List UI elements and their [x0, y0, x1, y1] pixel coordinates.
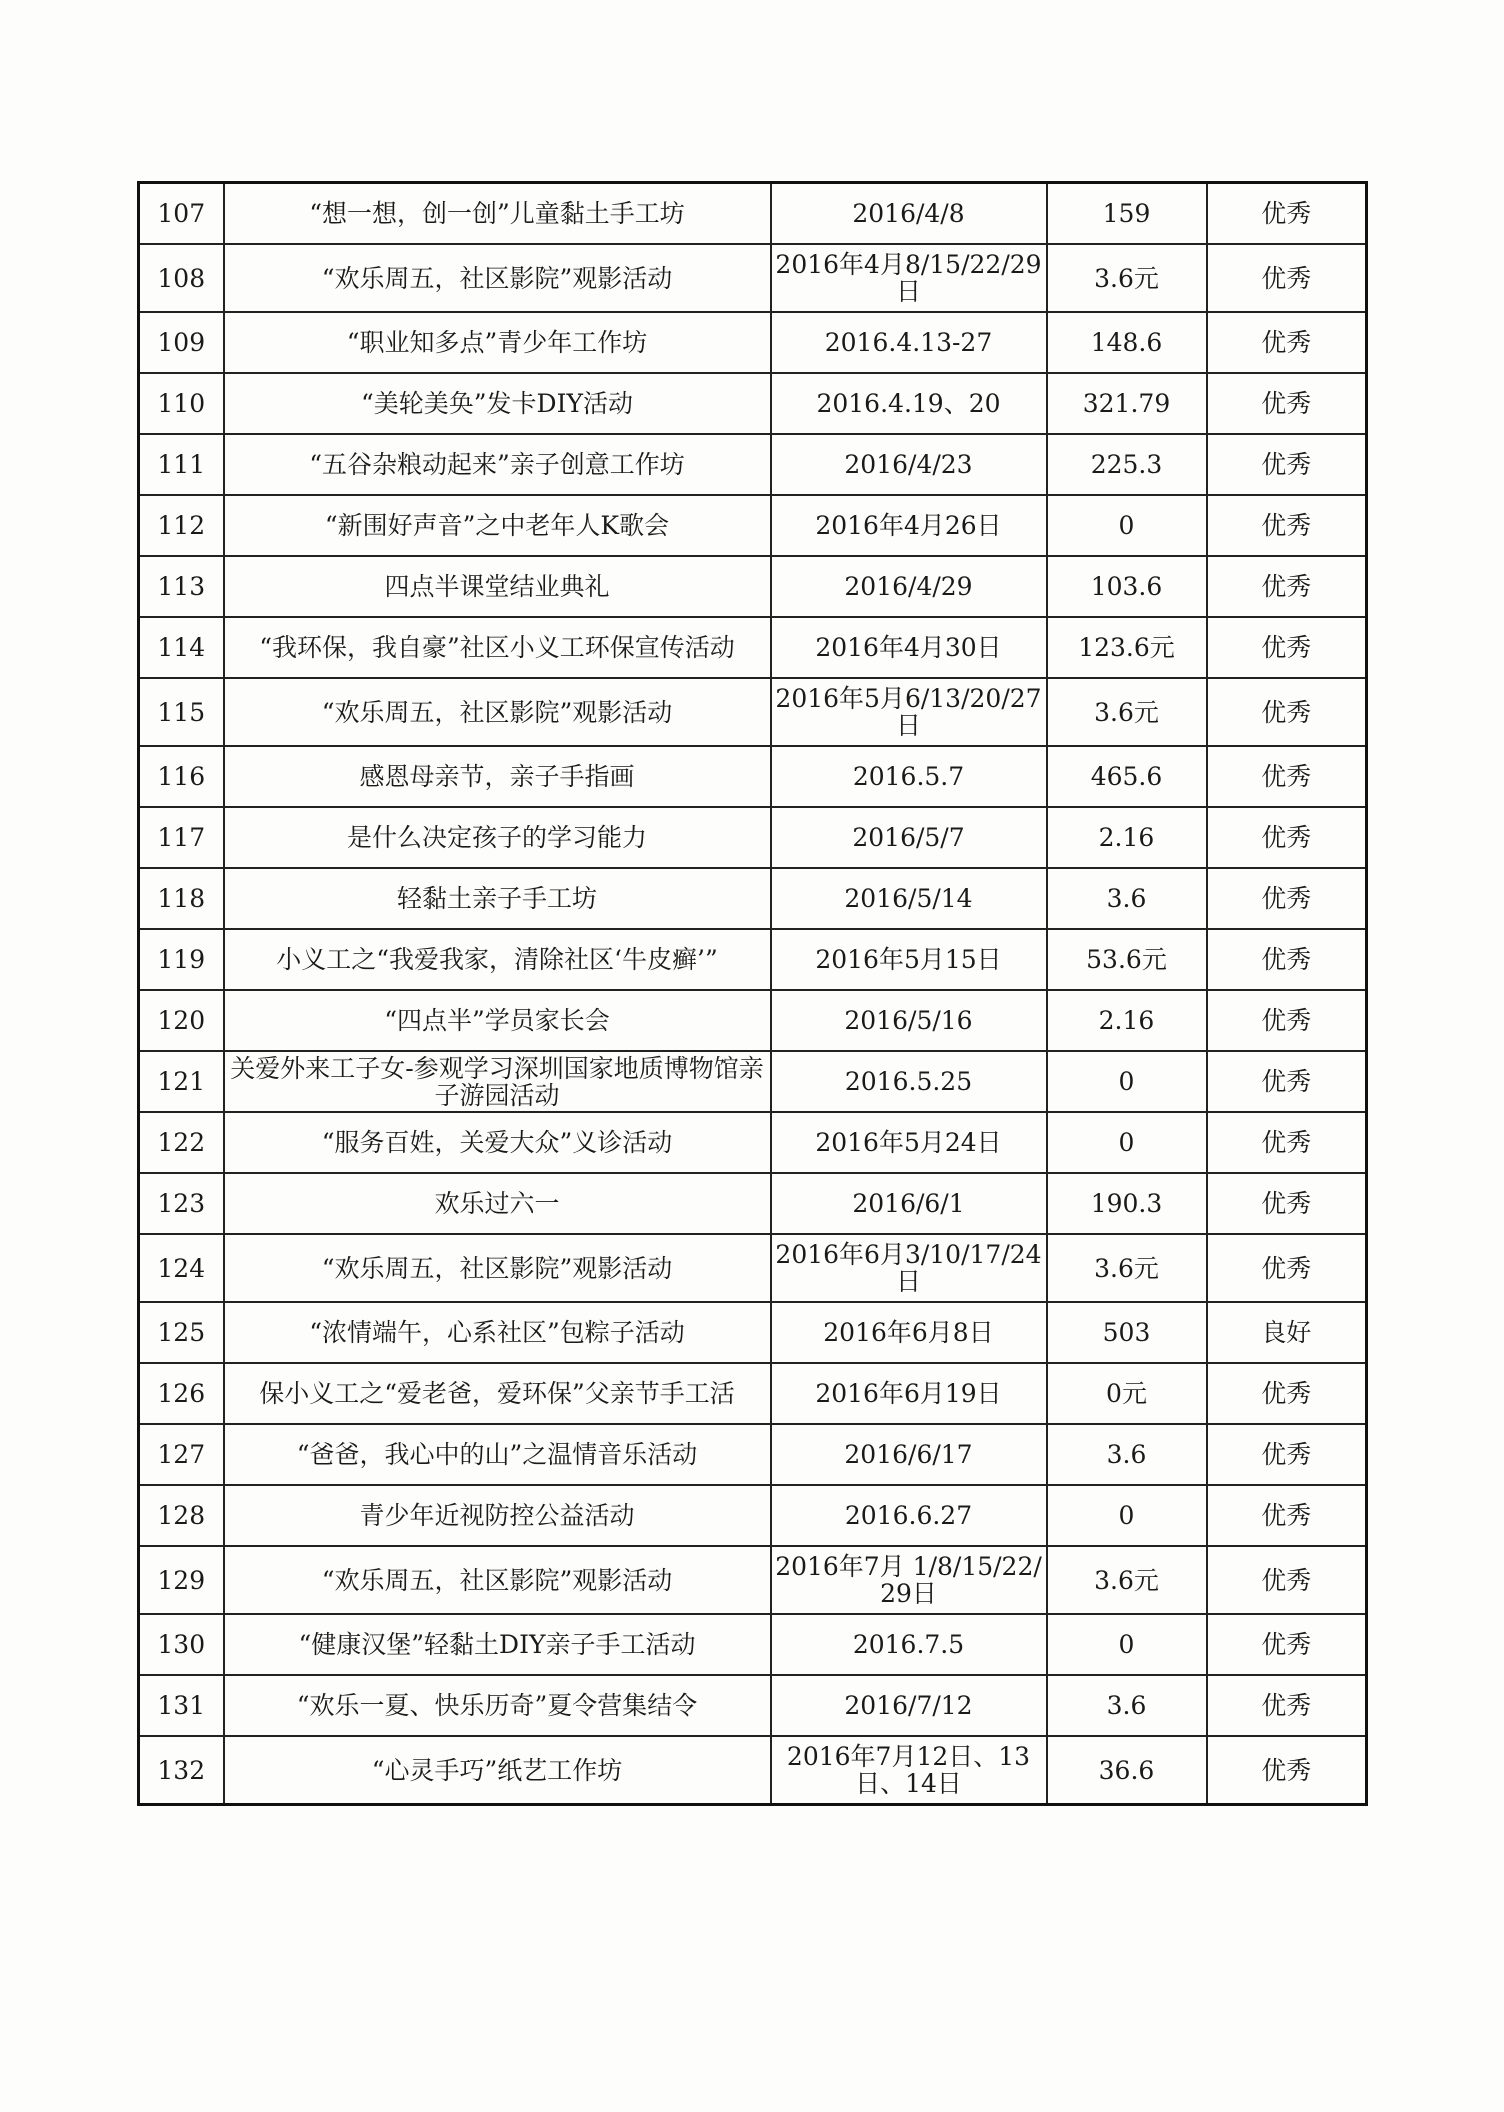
activity-rating-cell: 优秀: [1207, 678, 1367, 746]
table-row: [139, 617, 1367, 678]
row-number-cell: 116: [139, 746, 224, 807]
row-number-cell: 109: [139, 312, 224, 373]
row-number-cell: 108: [139, 244, 224, 312]
table-row: [139, 1424, 1367, 1485]
activity-date-cell: 2016/5/16: [771, 990, 1047, 1051]
table-row: [139, 556, 1367, 617]
activity-name-cell: 小义工之“我爱我家，清除社区‘牛皮癣’”: [224, 929, 771, 990]
row-number-cell: 129: [139, 1546, 224, 1614]
activity-date-cell: 2016年5月6/13/20/27日: [771, 678, 1047, 746]
activity-cost-cell: 3.6: [1047, 1675, 1207, 1736]
table-row: [139, 1614, 1367, 1675]
activity-date-cell: 2016年6月19日: [771, 1363, 1047, 1424]
table-row: [139, 495, 1367, 556]
activity-rating-cell: 良好: [1207, 1302, 1367, 1363]
activity-name-cell: 轻黏土亲子手工坊: [224, 868, 771, 929]
activity-date-cell: 2016/4/23: [771, 434, 1047, 495]
activity-table: [137, 181, 1368, 1806]
row-number-cell: 123: [139, 1173, 224, 1234]
activity-cost-cell: 503: [1047, 1302, 1207, 1363]
table-row: [139, 373, 1367, 434]
activity-cost-cell: 3.6元: [1047, 1234, 1207, 1302]
row-number-cell: 131: [139, 1675, 224, 1736]
activity-cost-cell: 190.3: [1047, 1173, 1207, 1234]
table-row: [139, 434, 1367, 495]
activity-name-cell: 感恩母亲节，亲子手指画: [224, 746, 771, 807]
table-row: [139, 1234, 1367, 1302]
row-number-cell: 128: [139, 1485, 224, 1546]
table-row: [139, 1051, 1367, 1112]
activity-name-cell: 关爱外来工子女-参观学习深圳国家地质博物馆亲子游园活动: [224, 1051, 771, 1112]
activity-name-cell: 青少年近视防控公益活动: [224, 1485, 771, 1546]
row-number-cell: 107: [139, 183, 224, 245]
table-row: [139, 244, 1367, 312]
activity-rating-cell: 优秀: [1207, 1546, 1367, 1614]
table-row: [139, 990, 1367, 1051]
activity-rating-cell: 优秀: [1207, 312, 1367, 373]
row-number-cell: 119: [139, 929, 224, 990]
activity-name-cell: 是什么决定孩子的学习能力: [224, 807, 771, 868]
activity-date-cell: 2016年4月8/15/22/29日: [771, 244, 1047, 312]
table-row: [139, 868, 1367, 929]
row-number-cell: 120: [139, 990, 224, 1051]
activity-name-cell: “欢乐一夏、快乐历奇”夏令营集结令: [224, 1675, 771, 1736]
row-number-cell: 122: [139, 1112, 224, 1173]
activity-name-cell: “欢乐周五，社区影院”观影活动: [224, 678, 771, 746]
activity-name-cell: “欢乐周五，社区影院”观影活动: [224, 1546, 771, 1614]
activity-cost-cell: 0: [1047, 1485, 1207, 1546]
activity-rating-cell: 优秀: [1207, 1736, 1367, 1805]
row-number-cell: 117: [139, 807, 224, 868]
activity-name-cell: “欢乐周五，社区影院”观影活动: [224, 244, 771, 312]
activity-cost-cell: 3.6元: [1047, 1546, 1207, 1614]
activity-cost-cell: 0元: [1047, 1363, 1207, 1424]
activity-name-cell: “欢乐周五，社区影院”观影活动: [224, 1234, 771, 1302]
activity-cost-cell: 36.6: [1047, 1736, 1207, 1805]
table-row: [139, 312, 1367, 373]
table-row: [139, 1173, 1367, 1234]
table-row: [139, 1675, 1367, 1736]
activity-cost-cell: 53.6元: [1047, 929, 1207, 990]
row-number-cell: 124: [139, 1234, 224, 1302]
activity-name-cell: 四点半课堂结业典礼: [224, 556, 771, 617]
activity-name-cell: “五谷杂粮动起来”亲子创意工作坊: [224, 434, 771, 495]
activity-rating-cell: 优秀: [1207, 1424, 1367, 1485]
row-number-cell: 125: [139, 1302, 224, 1363]
activity-date-cell: 2016年5月15日: [771, 929, 1047, 990]
activity-cost-cell: 2.16: [1047, 990, 1207, 1051]
activity-cost-cell: 3.6元: [1047, 244, 1207, 312]
row-number-cell: 121: [139, 1051, 224, 1112]
table-row: [139, 1112, 1367, 1173]
activity-date-cell: 2016/5/14: [771, 868, 1047, 929]
activity-rating-cell: 优秀: [1207, 373, 1367, 434]
activity-date-cell: 2016.7.5: [771, 1614, 1047, 1675]
activity-date-cell: 2016/6/17: [771, 1424, 1047, 1485]
activity-date-cell: 2016.4.13-27: [771, 312, 1047, 373]
activity-name-cell: “美轮美奂”发卡DIY活动: [224, 373, 771, 434]
activity-rating-cell: 优秀: [1207, 495, 1367, 556]
table-row: [139, 1485, 1367, 1546]
activity-name-cell: “新围好声音”之中老年人K歌会: [224, 495, 771, 556]
row-number-cell: 112: [139, 495, 224, 556]
row-number-cell: 111: [139, 434, 224, 495]
row-number-cell: 113: [139, 556, 224, 617]
activity-rating-cell: 优秀: [1207, 990, 1367, 1051]
activity-cost-cell: 0: [1047, 495, 1207, 556]
activity-date-cell: 2016.4.19、20: [771, 373, 1047, 434]
activity-date-cell: 2016/5/7: [771, 807, 1047, 868]
activity-rating-cell: 优秀: [1207, 1614, 1367, 1675]
activity-name-cell: “四点半”学员家长会: [224, 990, 771, 1051]
activity-rating-cell: 优秀: [1207, 1234, 1367, 1302]
table-row: [139, 678, 1367, 746]
activity-rating-cell: 优秀: [1207, 868, 1367, 929]
activity-date-cell: 2016/7/12: [771, 1675, 1047, 1736]
activity-name-cell: “浓情端午，心系社区”包粽子活动: [224, 1302, 771, 1363]
activity-date-cell: 2016/6/1: [771, 1173, 1047, 1234]
activity-cost-cell: 321.79: [1047, 373, 1207, 434]
activity-date-cell: 2016年4月26日: [771, 495, 1047, 556]
activity-cost-cell: 3.6: [1047, 868, 1207, 929]
row-number-cell: 118: [139, 868, 224, 929]
table-row: [139, 929, 1367, 990]
row-number-cell: 126: [139, 1363, 224, 1424]
activity-cost-cell: 159: [1047, 183, 1207, 245]
row-number-cell: 114: [139, 617, 224, 678]
activity-cost-cell: 0: [1047, 1051, 1207, 1112]
activity-name-cell: “爸爸，我心中的山”之温情音乐活动: [224, 1424, 771, 1485]
activity-rating-cell: 优秀: [1207, 244, 1367, 312]
table-row: [139, 1302, 1367, 1363]
activity-name-cell: “我环保，我自豪”社区小义工环保宣传活动: [224, 617, 771, 678]
activity-rating-cell: 优秀: [1207, 1485, 1367, 1546]
activity-date-cell: 2016.6.27: [771, 1485, 1047, 1546]
row-number-cell: 115: [139, 678, 224, 746]
activity-date-cell: 2016年5月24日: [771, 1112, 1047, 1173]
activity-name-cell: “服务百姓，关爱大众”义诊活动: [224, 1112, 771, 1173]
activity-rating-cell: 优秀: [1207, 1675, 1367, 1736]
activity-date-cell: 2016年6月3/10/17/24日: [771, 1234, 1047, 1302]
activity-date-cell: 2016.5.25: [771, 1051, 1047, 1112]
activity-rating-cell: 优秀: [1207, 807, 1367, 868]
row-number-cell: 132: [139, 1736, 224, 1805]
activity-name-cell: “健康汉堡”轻黏土DIY亲子手工活动: [224, 1614, 771, 1675]
activity-cost-cell: 3.6: [1047, 1424, 1207, 1485]
table-row: [139, 746, 1367, 807]
activity-name-cell: 欢乐过六一: [224, 1173, 771, 1234]
activity-rating-cell: 优秀: [1207, 434, 1367, 495]
activity-cost-cell: 3.6元: [1047, 678, 1207, 746]
table-row: [139, 1546, 1367, 1614]
activity-cost-cell: 103.6: [1047, 556, 1207, 617]
table-row: [139, 183, 1367, 245]
activity-name-cell: “想一想，创一创”儿童黏土手工坊: [224, 183, 771, 245]
activity-date-cell: 2016年4月30日: [771, 617, 1047, 678]
activity-table-body: [139, 183, 1367, 1805]
activity-rating-cell: 优秀: [1207, 556, 1367, 617]
activity-date-cell: 2016/4/29: [771, 556, 1047, 617]
row-number-cell: 110: [139, 373, 224, 434]
activity-date-cell: 2016/4/8: [771, 183, 1047, 245]
activity-cost-cell: 2.16: [1047, 807, 1207, 868]
activity-rating-cell: 优秀: [1207, 929, 1367, 990]
table-row: [139, 1363, 1367, 1424]
activity-date-cell: 2016年7月12日、13日、14日: [771, 1736, 1047, 1805]
activity-rating-cell: 优秀: [1207, 1112, 1367, 1173]
activity-rating-cell: 优秀: [1207, 1051, 1367, 1112]
activity-rating-cell: 优秀: [1207, 746, 1367, 807]
row-number-cell: 130: [139, 1614, 224, 1675]
activity-name-cell: “心灵手巧”纸艺工作坊: [224, 1736, 771, 1805]
activity-date-cell: 2016年6月8日: [771, 1302, 1047, 1363]
table-row: [139, 1736, 1367, 1805]
activity-cost-cell: 465.6: [1047, 746, 1207, 807]
activity-cost-cell: 0: [1047, 1614, 1207, 1675]
activity-date-cell: 2016年7月 1/8/15/22/29日: [771, 1546, 1047, 1614]
activity-cost-cell: 0: [1047, 1112, 1207, 1173]
row-number-cell: 127: [139, 1424, 224, 1485]
activity-rating-cell: 优秀: [1207, 1363, 1367, 1424]
activity-date-cell: 2016.5.7: [771, 746, 1047, 807]
activity-rating-cell: 优秀: [1207, 183, 1367, 245]
activity-rating-cell: 优秀: [1207, 617, 1367, 678]
activity-name-cell: “职业知多点”青少年工作坊: [224, 312, 771, 373]
activity-name-cell: 保小义工之“爱老爸，爱环保”父亲节手工活: [224, 1363, 771, 1424]
activity-cost-cell: 123.6元: [1047, 617, 1207, 678]
activity-cost-cell: 148.6: [1047, 312, 1207, 373]
activity-cost-cell: 225.3: [1047, 434, 1207, 495]
activity-rating-cell: 优秀: [1207, 1173, 1367, 1234]
table-row: [139, 807, 1367, 868]
